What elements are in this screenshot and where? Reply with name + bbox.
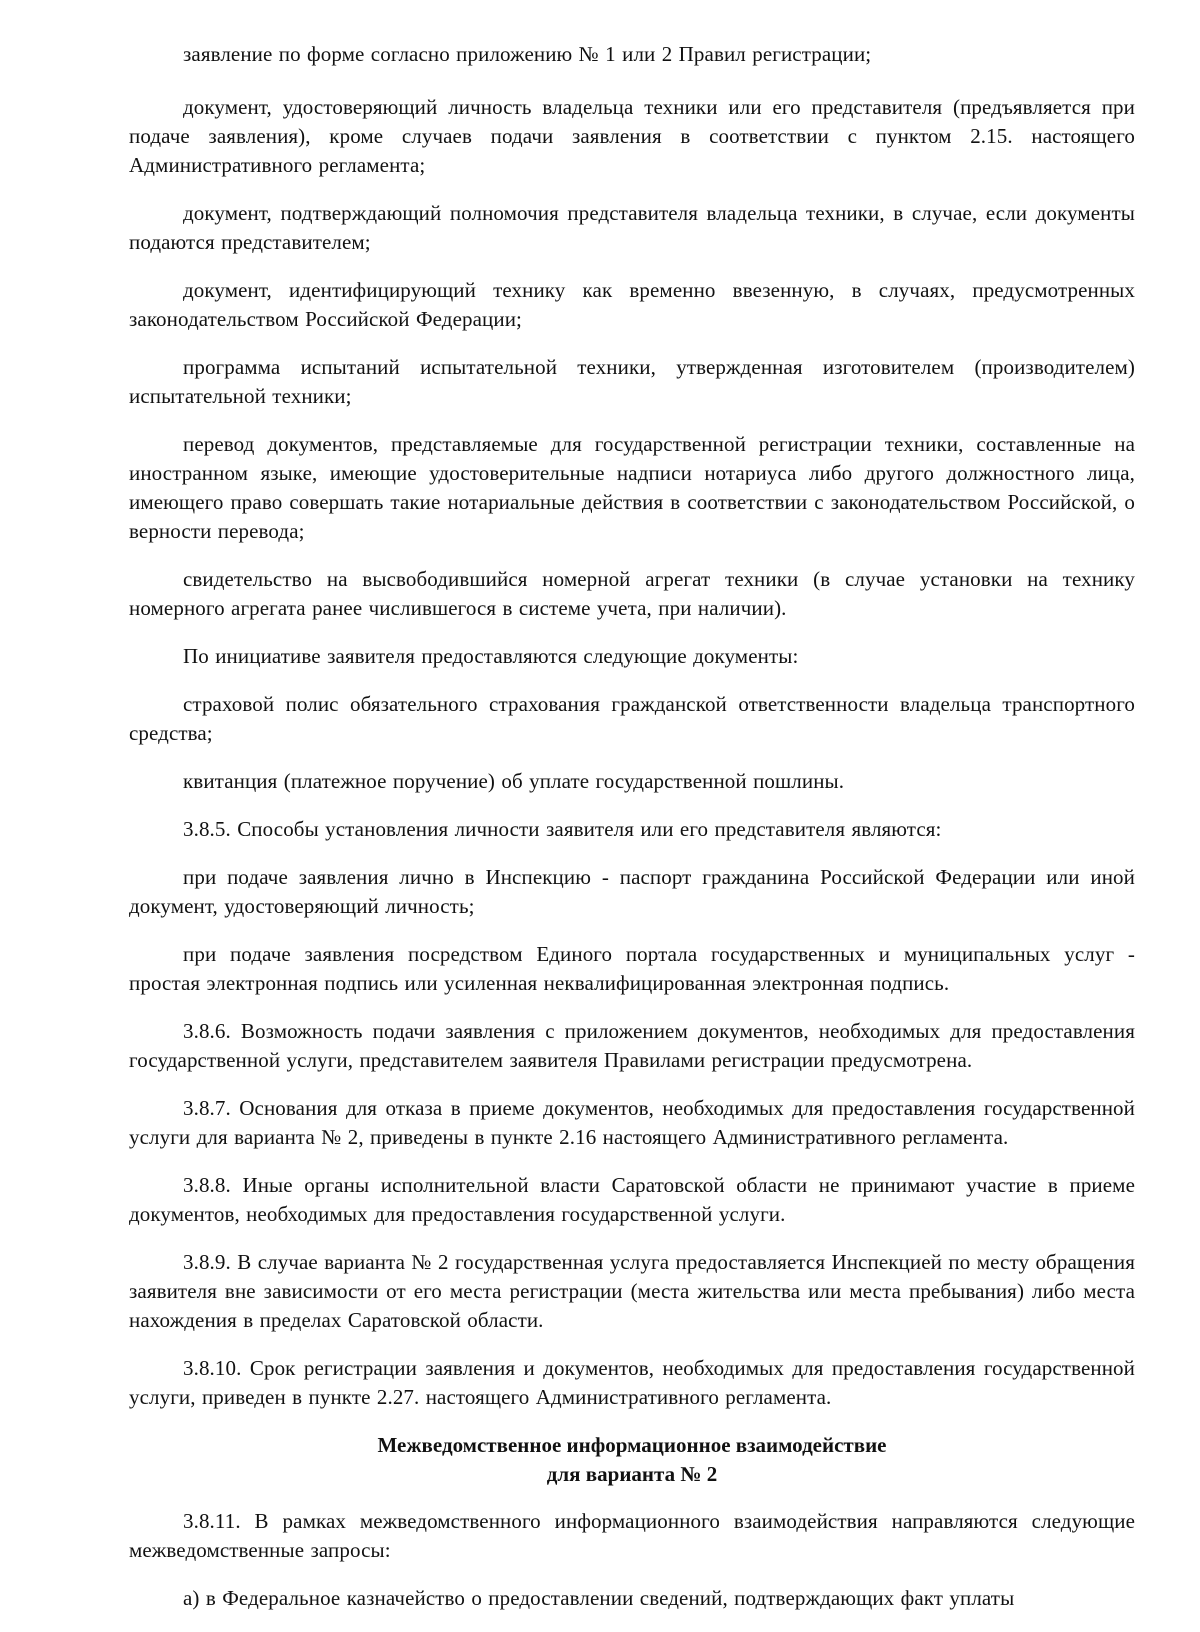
paragraph-application-form: заявление по форме согласно приложению № 1 или 2 Правил регистрации; (183, 42, 872, 66)
section-heading-line-2: для варианта № 2 (546, 1462, 718, 1486)
paragraph-temporary-import: документ, идентифицирующий технику как временно ввезенную, в случаях, предусмотренных законодательством Российской Федерации; (129, 278, 1135, 331)
paragraph-identity-document: документ, удостоверяющий личность владельца техники или его представителя (предъявляется при подаче заявления), кроме случаев подачи заявления в соответствии с пунктом 2.15. настоящего Административного регламента; (129, 95, 1135, 177)
paragraph-fee-receipt: квитанция (платежное поручение) об уплате государственной пошлины. (183, 769, 845, 793)
section-heading (129, 1431, 1135, 1489)
paragraph-test-program: программа испытаний испытательной техники, утвержденная изготовителем (производителем) испытательной техники; (129, 355, 1135, 408)
paragraph-representative-authority: документ, подтверждающий полномочия представителя владельца техники, в случае, если документы подаются представителем; (129, 201, 1135, 254)
document-body (129, 40, 1135, 1632)
paragraph-numbered-unit: свидетельство на высвободившийся номерной агрегат техники (в случае установки на технику номерного агрегата ранее числившегося в системе учета, при наличии). (129, 567, 1135, 620)
paragraph-3-8-6: 3.8.6. Возможность подачи заявления с приложением документов, необходимых для предоставления государственной услуги, представителем заявителя Правилами регистрации предусмотрена. (129, 1019, 1135, 1072)
section-heading-line-1: Межведомственное информационное взаимодействие (377, 1433, 887, 1457)
paragraph-3-8-7: 3.8.7. Основания для отказа в приеме документов, необходимых для предоставления государственной услуги для варианта № 2, приведены в пункте 2.16 настоящего Административного регламента. (129, 1096, 1135, 1149)
paragraph-initiative-documents: По инициативе заявителя предоставляются следующие документы: (183, 644, 799, 668)
paragraph-in-person: при подаче заявления лично в Инспекцию - паспорт гражданина Российской Федерации или иной документ, удостоверяющий личность; (129, 865, 1135, 918)
paragraph-3-8-5: 3.8.5. Способы установления личности заявителя или его представителя являются: (183, 817, 942, 841)
paragraph-3-8-8: 3.8.8. Иные органы исполнительной власти Саратовской области не принимают участие в приеме документов, необходимых для предоставления государственной услуги. (129, 1173, 1135, 1226)
paragraph-treasury-request: а) в Федеральное казначейство о предоставлении сведений, подтверждающих факт уплаты (183, 1586, 1015, 1610)
paragraph-portal: при подаче заявления посредством Единого портала государственных и муниципальных услуг - простая электронная подпись или усиленная неквалифицированная электронная подпись. (129, 942, 1135, 995)
paragraph-3-8-10: 3.8.10. Срок регистрации заявления и документов, необходимых для предоставления государственной услуги, приведен в пункте 2.27. настоящего Административного регламента. (129, 1356, 1135, 1409)
paragraph-3-8-11: 3.8.11. В рамках межведомственного информационного взаимодействия направляются следующие межведомственные запросы: (129, 1509, 1135, 1562)
paragraph-translation: перевод документов, представляемые для государственной регистрации техники, составленные на иностранном языке, имеющие удостоверительные надписи нотариуса либо другого должностного лица, имеющего право совершать такие нотариальные действия в соответствии с законодательством Российской, о верности перевода; (129, 432, 1135, 543)
paragraph-insurance-policy: страховой полис обязательного страхования гражданской ответственности владельца транспортного средства; (129, 692, 1135, 745)
paragraph-3-8-9: 3.8.9. В случае варианта № 2 государственная услуга предоставляется Инспекцией по месту обращения заявителя вне зависимости от его места регистрации (места жительства или места пребывания) либо места нахождения в пределах Саратовской области. (129, 1250, 1135, 1332)
